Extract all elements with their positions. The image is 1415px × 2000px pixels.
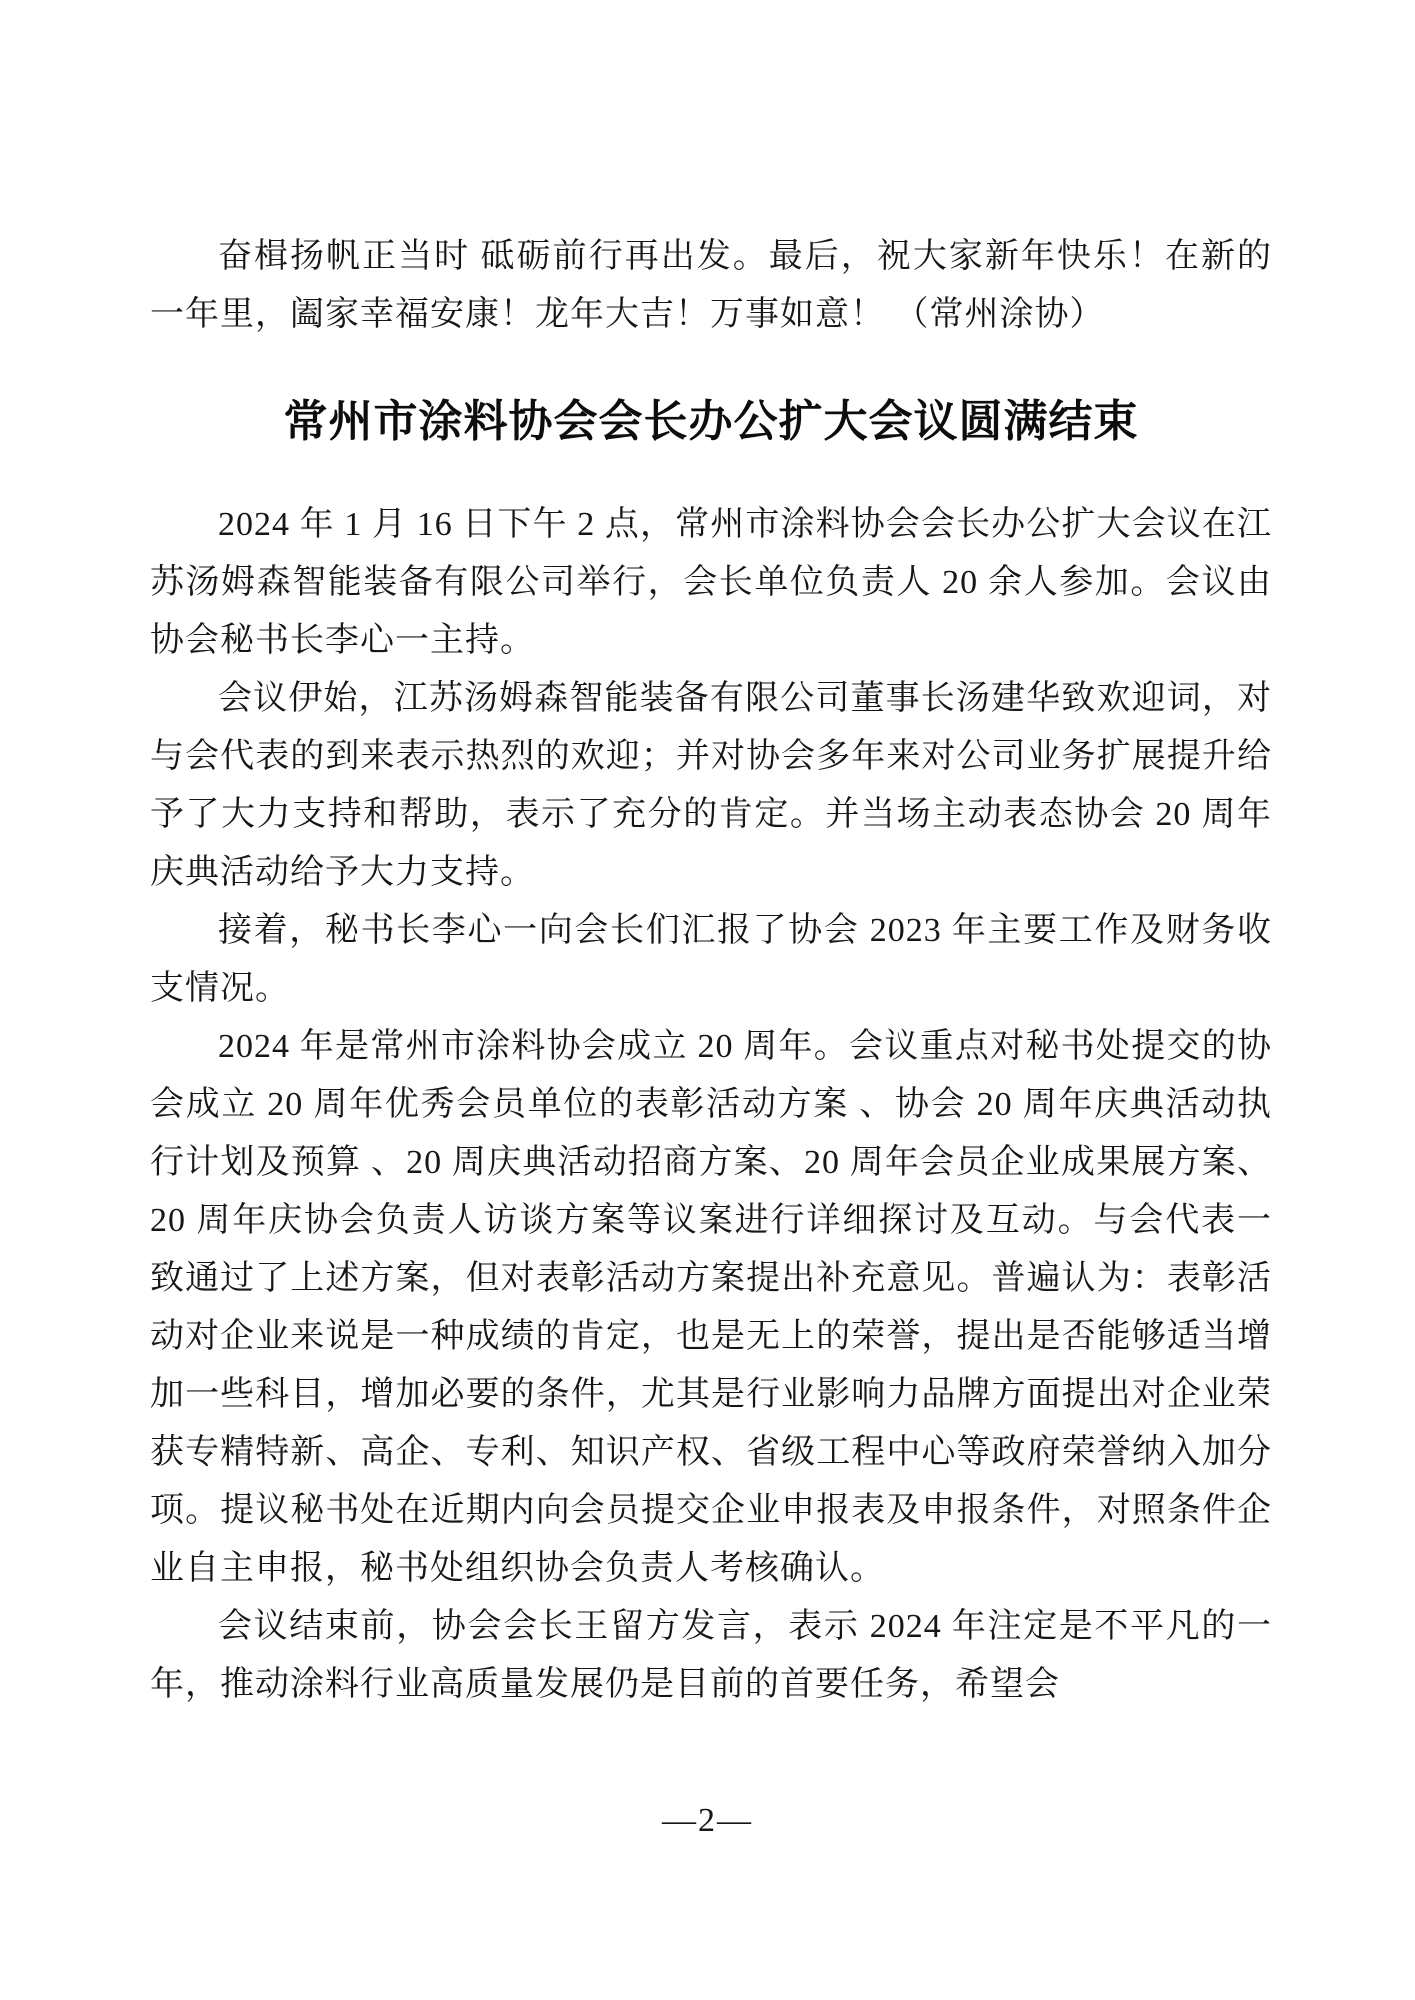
article-paragraph: 接着，秘书长李心一向会长们汇报了协会 2023 年主要工作及财务收支情况。 xyxy=(150,912,1272,1007)
article-paragraph: 会议结束前，协会会长王留方发言，表示 2024 年注定是不平凡的一年，推动涂料行业高质量发展仍是目前的首要任务，希望会 xyxy=(150,1608,1272,1703)
intro-paragraph: 奋楫扬帆正当时 砥砺前行再出发。最后，祝大家新年快乐！在新的一年里，阖家幸福安康！龙年大吉！万事如意！ （常州涂协） xyxy=(150,238,1272,333)
page-number: —2— xyxy=(662,1802,753,1839)
article-paragraph: 会议伊始，江苏汤姆森智能装备有限公司董事长汤建华致欢迎词，对与会代表的到来表示热烈的欢迎；并对协会多年来对公司业务扩展提升给予了大力支持和帮助，表示了充分的肯定。并当场主动表态协会 20 周年庆典活动给予大力支持。 xyxy=(150,680,1272,891)
article-paragraph: 2024 年 1 月 16 日下午 2 点，常州市涂料协会会长办公扩大会议在江苏汤姆森智能装备有限公司举行，会长单位负责人 20 余人参加。会议由协会秘书长李心一主持。 xyxy=(150,506,1272,659)
document-content xyxy=(150,228,1272,1714)
article-title: 常州市涂料协会会长办公扩大会议圆满结束 xyxy=(283,397,1139,446)
article-paragraph: 2024 年是常州市涂料协会成立 20 周年。会议重点对秘书处提交的协会成立 20 周年优秀会员单位的表彰活动方案 、协会 20 周年庆典活动执行计划及预算 、20 周庆典活动招商方案、20 周年会员企业成果展方案、20 周年庆协会负责人访谈方案等议案进行详细探讨及互动。与会代表一致通过了上述方案，但对表彰活动方案提出补充意见。普遍认为：表彰活动对企业来说是一种成绩的肯定，也是无上的荣誉，提出是否能够适当增加一些科目，增加必要的条件，尤其是行业影响力品牌方面提出对企业荣获专精特新、高企、专利、知识产权、省级工程中心等政府荣誉纳入加分项。提议秘书处在近期内向会员提交企业申报表及申报条件，对照条件企业自主申报，秘书处组织协会负责人考核确认。 xyxy=(150,1028,1272,1587)
